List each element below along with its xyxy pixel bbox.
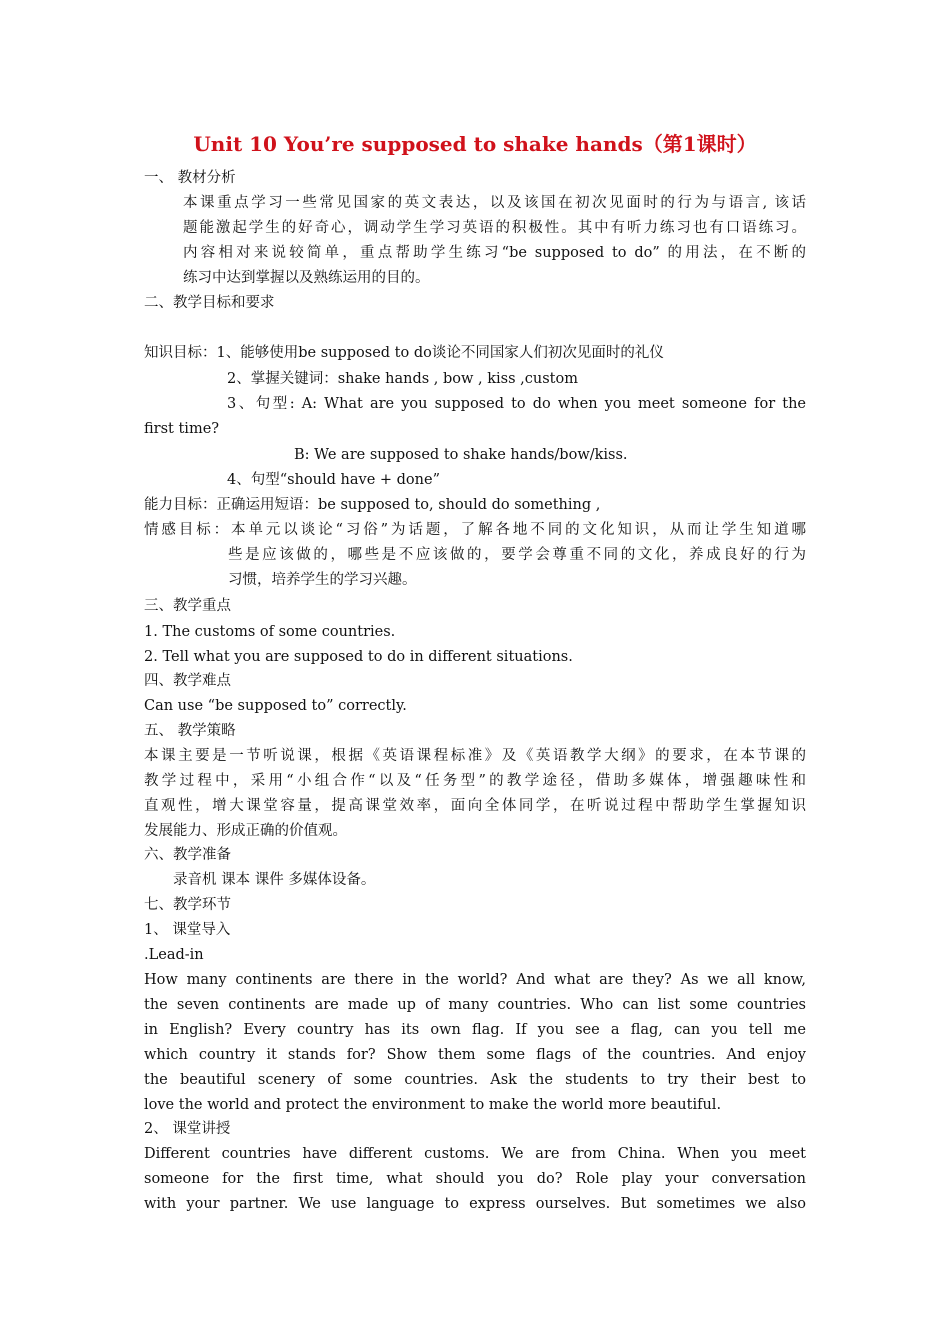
section-heading-3: 三、教学重点 — [144, 598, 231, 614]
lead-in-label: .Lead-in — [144, 947, 204, 963]
materials-list: 录音机 课本 课件 多媒体设备。 — [173, 872, 376, 888]
knowledge-goal-4: 4、句型“should have + done” — [227, 472, 440, 488]
paragraph-line: which country it stands for? Show them some flags of the countries. And enjoy — [144, 1047, 806, 1063]
key-point-1: 1. The customs of some countries. — [144, 624, 396, 640]
knowledge-goal-3-answer: B: We are supposed to shake hands/bow/kiss. — [294, 447, 628, 463]
section-heading-6: 六、教学准备 — [144, 847, 231, 863]
paragraph-line: 发展能力、形成正确的价值观。 — [144, 823, 347, 839]
section-heading-2: 二、教学目标和要求 — [144, 295, 275, 311]
paragraph-line: in English? Every country has its own flag. If you see a flag, can you tell me — [144, 1022, 806, 1038]
paragraph-line: someone for the first time, what should you do? Role play your conversation — [144, 1171, 806, 1187]
section-heading-5: 五、 教学策略 — [144, 723, 236, 739]
paragraph-line: the seven continents are made up of many countries. Who can list some countries — [144, 997, 806, 1013]
paragraph-line: Different countries have different customs. We are from China. When you meet — [144, 1146, 806, 1162]
emotion-goal-line: 些是应该做的，哪些是不应该做的，要学会尊重不同的文化，养成良好的行为 — [228, 547, 806, 563]
section-heading-4: 四、教学难点 — [144, 673, 231, 689]
paragraph-line: 教学过程中，采用“小组合作“以及“任务型”的教学途径，借助多媒体，增强趣味性和 — [144, 773, 806, 789]
difficulty-point: Can use “be supposed to” correctly. — [144, 698, 407, 714]
section-heading-1: 一、 教材分析 — [144, 170, 236, 186]
subsection-heading-2: 2、 课堂讲授 — [144, 1121, 231, 1137]
knowledge-goal-3: 3、句型: A: What are you supposed to do when you meet someone for the — [227, 396, 806, 412]
paragraph-line: 本课主要是一节听说课，根据《英语课程标准》及《英语教学大纲》的要求，在本节课的 — [144, 748, 806, 764]
paragraph-line: love the world and protect the environment to make the world more beautiful. — [144, 1097, 722, 1113]
paragraph-line: the beautiful scenery of some countries. Ask the students to try their best to — [144, 1072, 806, 1088]
knowledge-goal-3-cont: first time? — [144, 421, 220, 437]
paragraph-line: 内容相对来说较简单，重点帮助学生练习“be supposed to do” 的用法，在不断的 — [183, 245, 806, 261]
knowledge-goal-2: 2、掌握关键词：shake hands , bow , kiss ,custom — [227, 371, 578, 387]
paragraph-line: 题能激起学生的好奇心，调动学生学习英语的积极性。其中有听力练习也有口语练习。 — [183, 220, 806, 236]
paragraph-line: 本课重点学习一些常见国家的英文表达，以及该国在初次见面时的行为与语言, 该话 — [183, 195, 806, 211]
page-title: Unit 10 You’re supposed to shake hands（第1课时） — [193, 132, 757, 156]
emotion-goal-line: 习惯，培养学生的学习兴趣。 — [228, 572, 417, 588]
paragraph-line: 直观性，增大课堂容量，提高课堂效率，面向全体同学，在听说过程中帮助学生掌握知识 — [144, 798, 806, 814]
key-point-2: 2. Tell what you are supposed to do in different situations. — [144, 649, 573, 665]
paragraph-line: 练习中达到掌握以及熟练运用的目的。 — [183, 270, 430, 286]
emotion-goal-line: 情感目标：本单元以谈论“习俗”为话题，了解各地不同的文化知识，从而让学生知道哪 — [144, 522, 806, 538]
paragraph-line: How many continents are there in the world? And what are they? As we all know, — [144, 972, 806, 988]
knowledge-goal-1: 知识目标：1、能够使用be supposed to do谈论不同国家人们初次见面时的礼仪 — [144, 345, 664, 361]
ability-goal: 能力目标：正确运用短语：be supposed to, should do something , — [144, 497, 601, 513]
subsection-heading-1: 1、 课堂导入 — [144, 922, 231, 938]
section-heading-7: 七、教学环节 — [144, 897, 231, 913]
paragraph-line: with your partner. We use language to express ourselves. But sometimes we also — [144, 1196, 806, 1212]
